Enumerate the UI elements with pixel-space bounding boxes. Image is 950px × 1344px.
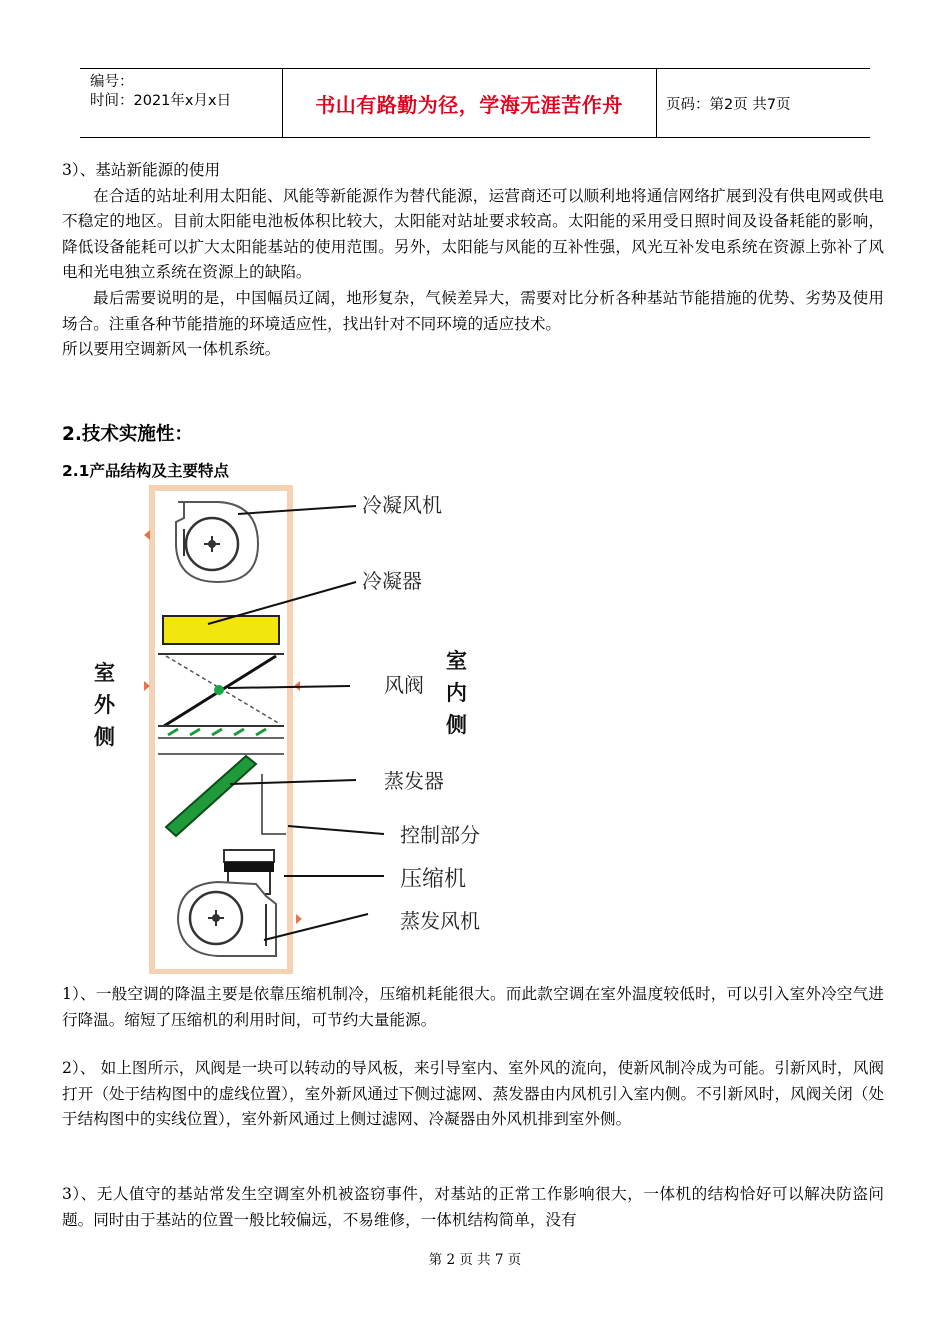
damper-drawing: [158, 654, 284, 754]
label-indoor-1: 室: [446, 649, 467, 673]
header-page-number: 页码：第2页 共7页: [666, 97, 791, 113]
header-number: 编号：: [90, 74, 134, 90]
heading-tech-implementation: 2.技术实施性：: [62, 424, 193, 445]
label-control: 控制部分: [400, 823, 480, 847]
label-outdoor-1: 室: [94, 661, 115, 685]
header-date: 时间：2021年x月x日: [90, 93, 232, 109]
airflow-marker: [296, 914, 302, 924]
evaporator-fan-drawing: [178, 882, 276, 956]
paragraph: 2）、 如上图所示，风阀是一块可以转动的导风板，来引导室内、室外风的流向，使新风制冷成为可能。引新风时，风阀打开（处于结构图中的虚线位置），室外新风通过下侧过滤网、蒸发器由内风机引入室内侧。不引新风时，风阀关闭（处于结构图中的实线位置），室外新风通过上侧过滤网、冷凝器由外风机排到室外侧。: [62, 1059, 884, 1129]
label-indoor-2: 内: [446, 681, 467, 705]
evaporator-drawing: [166, 756, 256, 836]
label-condenser: 冷凝器: [362, 569, 422, 593]
label-outdoor-2: 外: [94, 693, 115, 717]
label-indoor-3: 侧: [446, 713, 467, 737]
page-header: [80, 68, 870, 138]
feature-3: [62, 1182, 884, 1233]
page-footer: 第 2 页 共 7 页: [428, 1252, 522, 1268]
paragraph: 所以要用空调新风一体机系统。: [62, 340, 281, 359]
section-title: 3）、基站新能源的使用: [62, 161, 221, 179]
feature-1: [62, 982, 884, 1033]
paragraph: 在合适的站址利用太阳能、风能等新能源作为替代能源，运营商还可以顺利地将通信网络扩展到没有供电网或供电不稳定的地区。目前太阳能电池板体积比较大，太阳能对站址要求较高。太阳能的采用受日照时间及设备耗能的影响，降低设备能耗可以扩大太阳能基站的使用范围。另外，太阳能与风能的互补性强，风光互补发电系统在资源上弥补了风电和光电独立系统在资源上的缺陷。: [62, 186, 884, 282]
header-divider: [656, 69, 657, 137]
label-outdoor-3: 侧: [94, 725, 115, 749]
label-evaporator-fan: 蒸发风机: [400, 909, 480, 933]
label-compressor: 压缩机: [400, 867, 467, 892]
paragraph: 3）、无人值守的基站常发生空调室外机被盗窃事件，对基站的正常工作影响很大，一体机的结构恰好可以解决防盗问题。同时由于基站的位置一般比较偏远，不易维修，一体机结构简单，没有: [62, 1185, 884, 1229]
header-motto: 书山有路勤为径，学海无涯苦作舟: [315, 92, 623, 117]
paragraph: 最后需要说明的是，中国幅员辽阔，地形复杂，气候差异大，需要对比分析各种基站节能措施的优势、劣势及使用场合。注重各种节能措施的环境适应性，找出针对不同环境的适应技术。: [62, 288, 884, 333]
airflow-marker: [144, 530, 150, 540]
label-damper: 风阀: [384, 673, 424, 697]
heading-product-structure: 2.1产品结构及主要特点: [62, 462, 229, 480]
section-new-energy: [62, 158, 884, 363]
header-meta: [90, 73, 231, 111]
structure-diagram: [88, 484, 508, 974]
paragraph: 1）、一般空调的降温主要是依靠压缩机制冷，压缩机耗能很大。而此款空调在室外温度较低时，可以引入室外冷空气进行降温。缩短了压缩机的利用时间，可节约大量能源。: [62, 985, 884, 1029]
label-evaporator: 蒸发器: [384, 769, 444, 793]
label-condenser-fan: 冷凝风机: [362, 493, 442, 517]
structure-diagram-svg: [88, 484, 508, 974]
feature-2: [62, 1056, 884, 1133]
